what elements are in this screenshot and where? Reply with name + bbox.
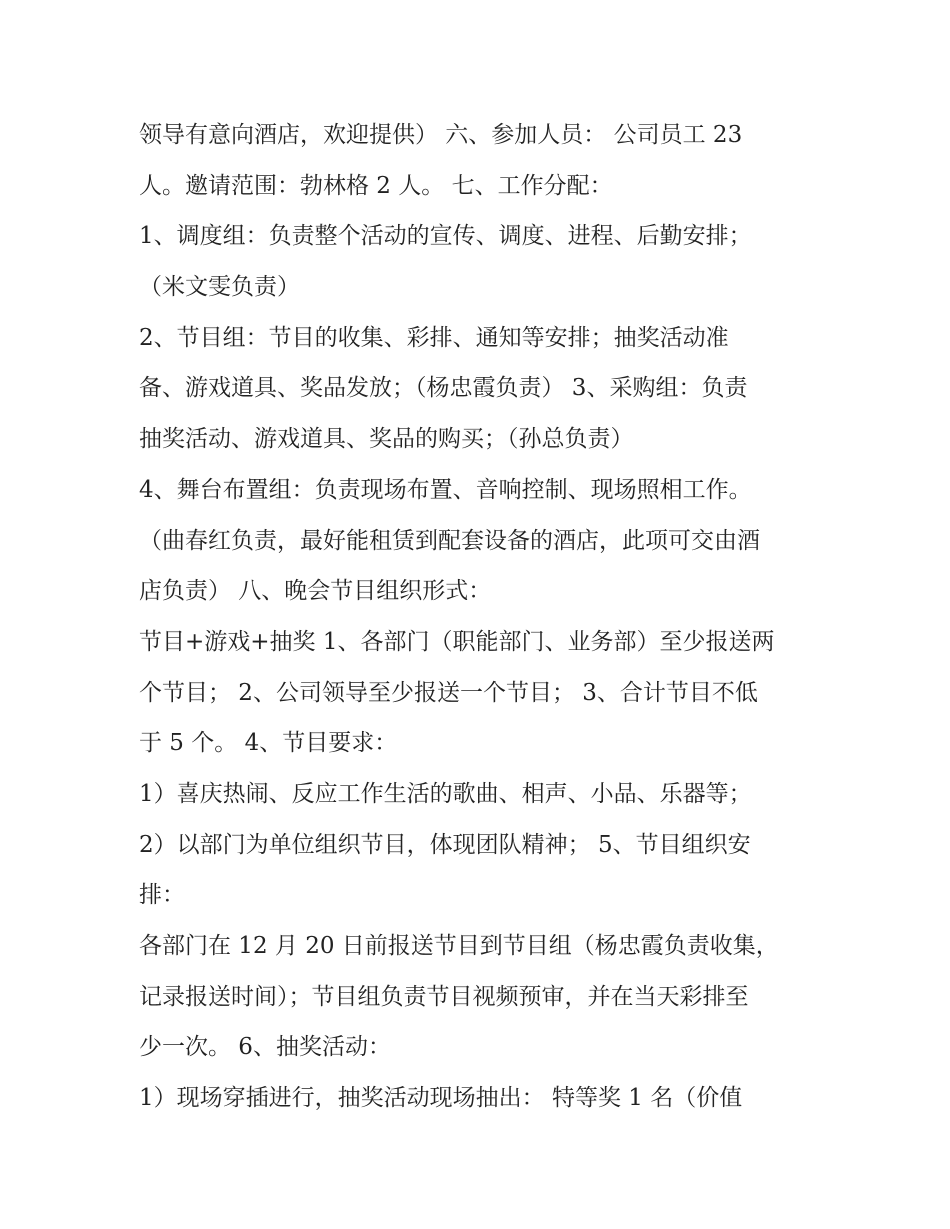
text-line: 4、舞台布置组：负责现场布置、音响控制、现场照相工作。 — [139, 476, 752, 503]
text-line: 2、节目组：节目的收集、彩排、通知等安排；抽奖活动准 — [139, 324, 729, 351]
text-line: （米文雯负责） — [139, 274, 300, 301]
text-line: 店负责） 八、晚会节目组织形式： — [139, 578, 492, 605]
text-line: 抽奖活动、游戏道具、奖品的购买；（孙总负责） — [139, 426, 634, 453]
text-line: （曲春红负责，最好能租赁到配套设备的酒店，此项可交由酒 — [139, 527, 760, 554]
text-line: 排： — [139, 882, 185, 909]
text-line: 各部门在 12 月 20 日前报送节目到节目组（杨忠霞负责收集， — [139, 933, 779, 959]
text-line: 于 5 个。 4、节目要求： — [139, 730, 398, 757]
text-line: 领导有意向酒店，欢迎提供） 六、参加人员： 公司员工 23 — [139, 122, 743, 148]
text-line: 少一次。 6、抽奖活动： — [139, 1034, 391, 1061]
text-line: 人。邀请范围：勃林格 2 人。 七、工作分配： — [139, 172, 613, 199]
text-line: 节目+游戏+抽奖 1、各部门（职能部门、业务部）至少报送两 — [139, 628, 775, 655]
text-line: 备、游戏道具、奖品发放；（杨忠霞负责） 3、采购组：负责 — [139, 375, 748, 402]
text-line: 1）喜庆热闹、反应工作生活的歌曲、相声、小品、乐器等； — [139, 780, 752, 807]
text-line: 1、调度组：负责整个活动的宣传、调度、进程、后勤安排； — [139, 223, 752, 250]
text-line: 个节目； 2、公司领导至少报送一个节目； 3、合计节目不低 — [139, 679, 758, 706]
text-line: 1）现场穿插进行，抽奖活动现场抽出： 特等奖 1 名（价值 — [139, 1085, 743, 1112]
document-body — [139, 110, 829, 1124]
text-line: 记录报送时间）；节目组负责节目视频预审，并在当天彩排至 — [139, 983, 749, 1010]
text-line: 2）以部门为单位组织节目，体现团队精神； 5、节目组织安 — [139, 831, 751, 858]
